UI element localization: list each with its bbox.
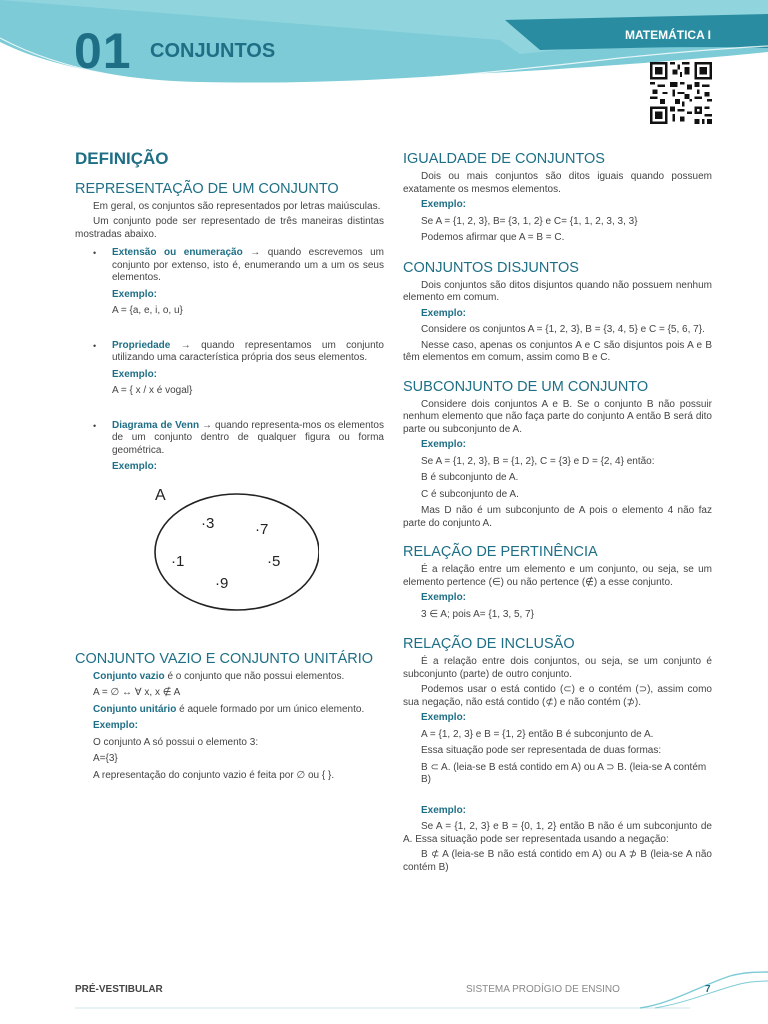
term-description: é aquele formado por um único elemento. — [176, 703, 365, 715]
section-title-representacao: REPRESENTAÇÃO DE UM CONJUNTO — [75, 180, 339, 197]
example-label: Exemplo: — [112, 288, 158, 300]
example-label: Exemplo: — [421, 199, 467, 210]
section-title-vazio: CONJUNTO VAZIO E CONJUNTO UNITÁRIO — [75, 650, 374, 667]
representation-list — [75, 247, 384, 285]
example-label: Exemplo: — [112, 461, 158, 472]
term: Conjunto vazio — [93, 670, 165, 682]
example-line: A = {1, 2, 3} e B = {1, 2} então B é subconjunto de A. — [421, 728, 654, 740]
paragraph: Dois ou mais conjuntos são ditos iguais quando possuem exatamente os mesmos elementos. — [403, 171, 712, 195]
term: Conjunto unitário — [93, 703, 177, 715]
example-block — [403, 712, 712, 817]
paragraph: É a relação entre dois conjuntos, ou seja, se um conjunto é subconjunto (parte) de outro conjunto. — [403, 656, 712, 680]
paragraph: Podemos usar o está contido (⊂) e o contém (⊃), assim como sua negação, não está contido (⊄) e não contém (⊅). — [403, 684, 712, 708]
paragraph: Considere dois conjuntos A e B. Se o conjunto B não possuir nenhum elemento que não faça parte do conjunto A então B será dito parte ou subconjunto de A. — [403, 398, 712, 435]
section-body — [75, 671, 384, 783]
right-column — [403, 150, 712, 877]
venn-element: ·1 — [171, 552, 185, 570]
paragraph: Nesse caso, apenas os conjuntos A e C são disjuntos pois A e B têm elementos em comum, assim como B e C. — [403, 339, 712, 363]
example-label: Exemplo: — [112, 368, 158, 380]
footer-center: SISTEMA PRODÍGIO DE ENSINO — [466, 984, 620, 995]
paragraph: Um conjunto pode ser representado de três maneiras distintas mostradas abaixo. — [75, 216, 384, 240]
chapter-title: CONJUNTOS — [150, 40, 276, 62]
example-line: Podemos afirmar que A = B = C. — [421, 232, 565, 243]
term-description: → quando escrevemos um conjunto por extenso, isto é, enumerando um a um os seus elementos. — [112, 247, 385, 283]
example-line: Essa situação pode ser representada de duas formas: — [421, 745, 662, 756]
example-block — [403, 308, 712, 321]
example-line: A={3} — [93, 753, 118, 764]
paragraph: Mas D não é um subconjunto de A pois o elemento 4 não faz parte do conjunto A. — [403, 505, 712, 529]
representation-list — [75, 340, 384, 365]
list-item — [93, 420, 384, 458]
section-title-subconjunto: SUBCONJUNTO DE UM CONJUNTO — [403, 378, 649, 395]
venn-diagram — [149, 482, 319, 612]
chapter-number: 01 — [74, 23, 132, 79]
example-line: B é subconjunto de A. — [421, 472, 519, 483]
example-line: C é subconjunto de A. — [421, 488, 519, 500]
example-value: A = {a, e, i, o, u} — [112, 305, 183, 316]
page-number: 7 — [705, 984, 711, 995]
example-line: Se A = {1, 2, 3}, B= {3, 1, 2} e C= {1, 1, 2, 3, 3, 3} — [421, 215, 638, 227]
venn-element: ·9 — [215, 574, 229, 592]
list-item — [93, 340, 384, 365]
example-label: Exemplo: — [421, 712, 467, 723]
section-title-disjuntos: CONJUNTOS DISJUNTOS — [403, 259, 579, 276]
example-line: Se A = {1, 2, 3}, B = {1, 2}, C = {3} e D = {2, 4} então: — [421, 455, 655, 467]
example-line: 3 ∈ A; pois A= {1, 3, 5, 7} — [421, 608, 534, 620]
term-description: é o conjunto que não possui elementos. — [164, 670, 345, 682]
list-item — [93, 247, 384, 285]
left-column — [75, 150, 384, 786]
example-label: Exemplo: — [421, 439, 467, 450]
example-label: Exemplo: — [421, 592, 467, 603]
example-block — [75, 461, 384, 474]
paragraph: Dois conjuntos são ditos disjuntos quando não possuem nenhum elemento em comum. — [403, 279, 712, 303]
qr-code-icon[interactable] — [650, 62, 712, 124]
example-block — [403, 592, 712, 621]
venn-element: ·5 — [267, 552, 281, 570]
example-label: Exemplo: — [93, 720, 139, 731]
example-label: Exemplo: — [421, 804, 467, 816]
formula: A = ∅ ↔ ∀ x, x ∉ A — [93, 687, 181, 698]
section-title-inclusao: RELAÇÃO DE INCLUSÃO — [403, 636, 575, 652]
term-description: → quando representamos um conjunto utilizando uma característica própria dos seus elementos. — [112, 339, 384, 363]
example-block — [403, 439, 712, 501]
paragraph: Se A = {1, 2, 3} e B = {0, 1, 2} então B não é um subconjunto de A. Essa situação pode ser representada usando a negação: — [403, 821, 712, 845]
venn-element: ·3 — [201, 514, 215, 532]
term: Diagrama de Venn — [112, 419, 200, 431]
example-block — [75, 369, 384, 398]
section-title-definicao: DEFINIÇÃO — [75, 149, 169, 168]
footer-left: PRÉ-VESTIBULAR — [75, 984, 163, 995]
venn-element: ·7 — [255, 520, 269, 538]
term: Propriedade — [112, 339, 171, 351]
example-line: B ⊂ A. (leia-se B está contido em A) ou A ⊃ B. (leia-se A contém B) — [421, 761, 707, 785]
venn-ellipse — [155, 494, 319, 610]
example-label: Exemplo: — [421, 307, 467, 319]
example-line: A representação do conjunto vazio é feita por ∅ ou { }. — [93, 769, 335, 781]
section-title-igualdade: IGUALDADE DE CONJUNTOS — [403, 151, 605, 167]
example-block — [75, 289, 384, 318]
venn-set-label: A — [155, 486, 166, 504]
paragraph: É a relação entre um elemento e um conjunto, ou seja, se um elemento pertence (∈) ou não pertence (∉) a esse conjunto. — [403, 564, 712, 588]
example-block — [403, 199, 712, 245]
section-title-pertinencia: RELAÇÃO DE PERTINÊNCIA — [403, 544, 598, 560]
paragraph: B ⊄ A (leia-se B não está contido em A) ou A ⊅ B (leia-se A não contém B) — [403, 849, 712, 873]
example-value: A = { x / x é vogal} — [112, 385, 193, 396]
representation-list — [75, 420, 384, 458]
term-description: → quando representa-mos os elementos de um conjunto dentro de qualquer figura ou forma geométrica. — [112, 419, 384, 456]
paragraph: Em geral, os conjuntos são representados por letras maiúsculas. — [93, 200, 381, 212]
term: Extensão ou enumeração — [112, 247, 243, 258]
example-line: O conjunto A só possui o elemento 3: — [93, 736, 259, 748]
subject-label: MATEMÁTICA I — [625, 28, 711, 42]
paragraph: Considere os conjuntos A = {1, 2, 3}, B = {3, 4, 5} e C = {5, 6, 7}. — [421, 324, 705, 335]
